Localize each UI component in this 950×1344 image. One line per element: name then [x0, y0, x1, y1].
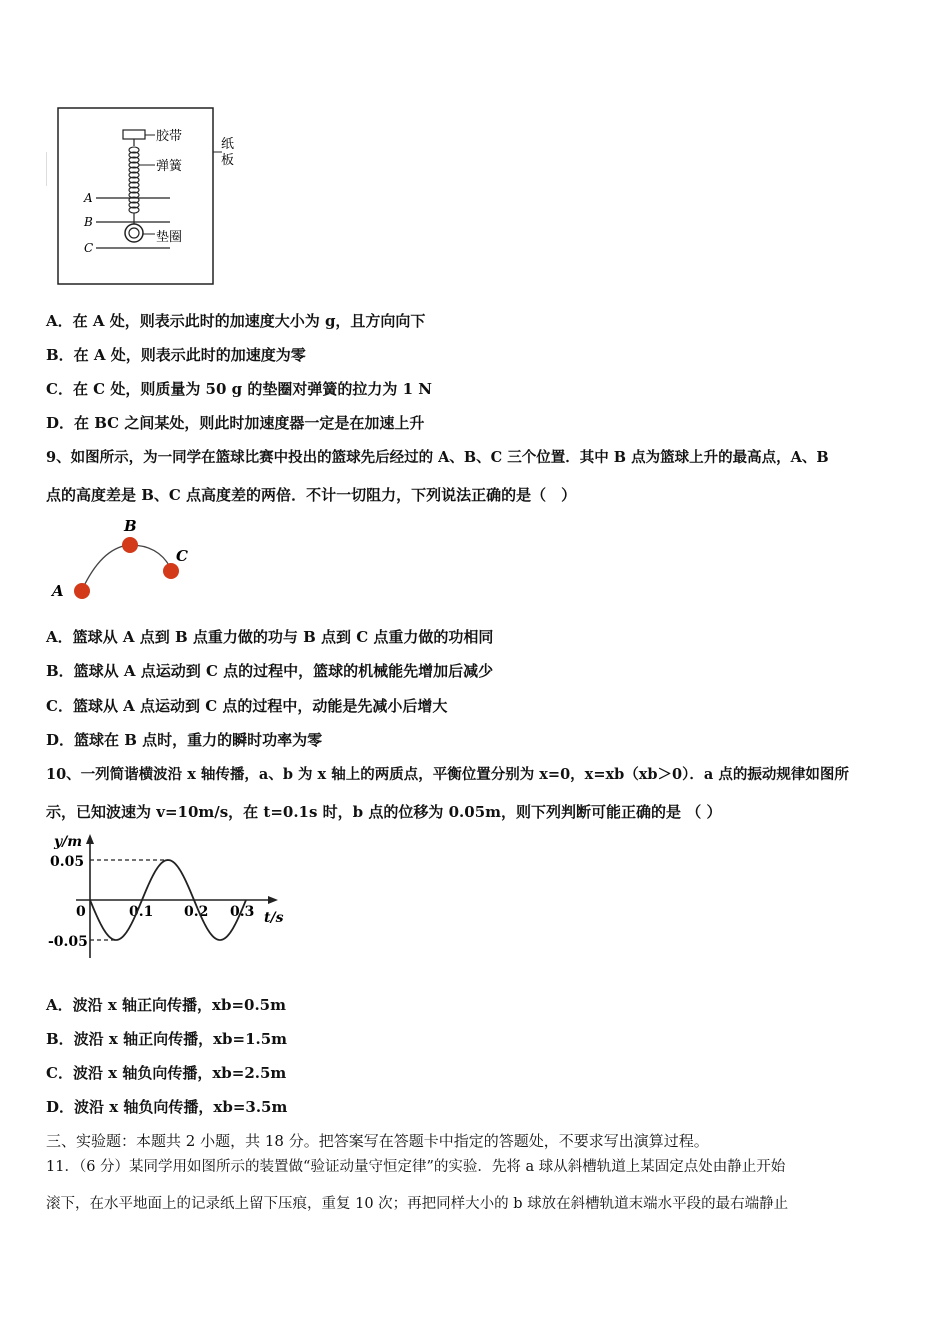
basketball-diagram: [46, 515, 210, 609]
label-b: B: [84, 215, 93, 229]
y-tick-label-neg: -0.05: [48, 934, 88, 950]
basketball-figure: [46, 515, 210, 609]
board-label-1: 纸: [221, 137, 235, 152]
x-axis-arrow: [268, 896, 278, 904]
label-a: A: [84, 191, 93, 205]
q9-stem-line-2: 点的高度差是 B、C 点高度差的两倍．不计一切阻力，下列说法正确的是（ ）: [46, 486, 577, 504]
washer-inner: [129, 228, 139, 238]
ball-c: [163, 563, 179, 579]
ball-b: [122, 537, 138, 553]
q9-stem-line-1: 9、如图所示，为一同学在篮球比赛中投出的篮球先后经过的 A、B、C 三个位置．其中 B 点为篮球上升的最高点，A、B: [46, 449, 829, 466]
y-tick-label-pos: 0.05: [50, 854, 85, 870]
x-axis-label: t/s: [264, 910, 284, 926]
tape-rect: [123, 130, 145, 139]
x-tick-label-1: 0.1: [129, 904, 154, 920]
section3-heading: 三、实验题：本题共 2 小题，共 18 分。把答案写在答题卡中指定的答题处，不要求写出演算过程。: [46, 1132, 709, 1150]
q10-option-c: C．波沿 x 轴负向传播，xb=2.5m: [46, 1064, 287, 1082]
q9-option-b: B．篮球从 A 点运动到 C 点的过程中，篮球的机械能先增加后减少: [46, 662, 494, 680]
x-tick-label-0: 0: [76, 904, 86, 920]
wave-chart: [46, 830, 296, 970]
y-axis-label: y/m: [54, 834, 83, 850]
label-c: C: [84, 241, 94, 255]
washer-outer: [125, 224, 143, 242]
q9-option-c: C．篮球从 A 点运动到 C 点的过程中，动能是先减小后增大: [46, 697, 448, 715]
spring-label: 弹簧: [156, 159, 183, 174]
board-label-2: 板: [221, 153, 235, 168]
spring-coils: [129, 147, 139, 213]
ball-a: [74, 583, 90, 599]
wave-chart-svg: [46, 830, 296, 970]
q8-option-c: C．在 C 处，则质量为 50 g 的垫圈对弹簧的拉力为 1 N: [46, 380, 432, 398]
q9-option-a: A．篮球从 A 点到 B 点重力做的功与 B 点到 C 点重力做的功相同: [46, 628, 494, 646]
q11-line-2: 滚下，在水平地面上的记录纸上留下压痕，重复 10 次；再把同样大小的 b 球放在斜槽轨道末端水平段的最右端静止: [46, 1196, 789, 1212]
point-label-a: A: [52, 582, 64, 600]
x-tick-label-3: 0.3: [230, 904, 255, 920]
q9-option-d: D．篮球在 B 点时，重力的瞬时功率为零: [46, 731, 323, 749]
point-label-b: B: [124, 517, 137, 535]
q10-stem-line-1: 10、一列简谐横波沿 x 轴传播，a、b 为 x 轴上的两质点，平衡位置分别为 x=0，x=xb（xb＞0）．a 点的振动规律如图所: [46, 766, 849, 783]
q8-option-a: A．在 A 处，则表示此时的加速度大小为 g，且方向向下: [46, 312, 426, 330]
q10-option-b: B．波沿 x 轴正向传播，xb=1.5m: [46, 1030, 288, 1048]
x-tick-label-2: 0.2: [184, 904, 209, 920]
y-axis-arrow: [86, 834, 94, 844]
point-label-c: C: [176, 547, 188, 565]
spring-figure: [46, 104, 246, 288]
q8-option-b: B．在 A 处，则表示此时的加速度为零: [46, 346, 306, 364]
spring-diagram: [46, 104, 246, 288]
q10-option-d: D．波沿 x 轴负向传播，xb=3.5m: [46, 1098, 288, 1116]
q10-option-a: A．波沿 x 轴正向传播，xb=0.5m: [46, 996, 286, 1014]
q8-option-d: D．在 BC 之间某处，则此时加速度器一定是在加速上升: [46, 414, 425, 432]
q10-stem-line-2: 示，已知波速为 v=10m/s，在 t=0.1s 时，b 点的位移为 0.05m，则下列判断可能正确的是 （ ）: [46, 803, 722, 821]
q11-line-1: 11．（6 分）某同学用如图所示的装置做“验证动量守恒定律”的实验．先将 a 球从斜槽轨道上某固定点处由静止开始: [46, 1159, 786, 1175]
tape-label: 胶带: [156, 129, 183, 144]
washer-label: 垫圈: [156, 230, 183, 245]
